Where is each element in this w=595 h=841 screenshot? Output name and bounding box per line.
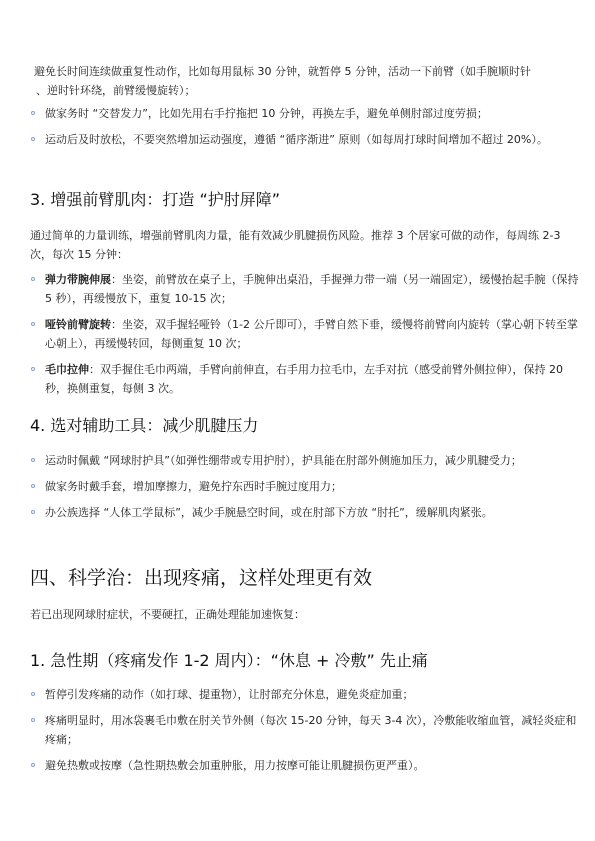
section-4 xyxy=(30,415,581,437)
bullet-icon xyxy=(31,458,35,462)
intro-line-2: 、逆时针环绕，前臂缓慢旋转）； xyxy=(36,84,196,97)
bullet-icon xyxy=(31,763,35,767)
tips-list xyxy=(30,104,581,149)
acute-list xyxy=(30,685,581,775)
section-acute xyxy=(30,650,581,672)
list-item: 做家务时戴手套，增加摩擦力，避免拧东西时手腕过度用力； xyxy=(30,477,581,496)
list-item: 做家务时 “交替发力”，比如先用右手拧拖把 10 分钟，再换左手，避免单侧肘部过度劳损； xyxy=(30,104,581,123)
bullet-icon xyxy=(31,367,35,371)
part-4-intro xyxy=(30,605,581,624)
list-item: 运动时佩戴 “网球肘护具”（如弹性绷带或专用护肘），护具能在肘部外侧施加压力，减少肌腱受力； xyxy=(30,451,581,470)
section-3 xyxy=(30,189,581,211)
section-intro: 若已出现网球肘症状，不要硬扛，正确处理能加速恢复： xyxy=(30,608,305,621)
list-item: 办公族选择 “人体工学鼠标”，减少手腕悬空时间，或在肘部下方放 “肘托”，缓解肌肉紧张。 xyxy=(30,503,581,522)
list-item: 毛巾拉伸：双手握住毛巾两端，手臂向前伸直，右手用力拉毛巾，左手对抗（感受前臂外侧拉伸），保持 20 秒，换侧重复，每侧 3 次。 xyxy=(30,360,581,398)
intro-line-1: 避免长时间连续做重复性动作，比如每用鼠标 30 分钟，就暂停 5 分钟，活动一下前臂（如手腕顺时针 xyxy=(34,65,531,78)
major-heading: 四、科学治：出现疼痛，这样处理更有效 xyxy=(30,567,373,589)
part-4 xyxy=(30,565,581,591)
list-item: 运动后及时放松，不要突然增加运动强度，遵循 “循序渐进” 原则（如每周打球时间增加不超过 20%）。 xyxy=(30,130,581,149)
section-heading: 4. 选对辅助工具：减少肌腱压力 xyxy=(30,416,259,435)
intro-paragraph xyxy=(34,62,581,100)
section-heading: 1. 急性期（疼痛发作 1-2 周内）：“休息 + 冷敷” 先止痛 xyxy=(30,651,428,670)
list-item: 哑铃前臂旋转：坐姿，双手握轻哑铃（1-2 公斤即可），手臂自然下垂，缓慢将前臂向内旋转（掌心朝下转至掌心朝上），再缓慢转回，每侧重复 10 次； xyxy=(30,315,581,353)
exercise-list xyxy=(30,270,581,398)
bullet-icon xyxy=(31,277,35,281)
list-item: 弹力带腕伸展：坐姿，前臂放在桌子上，手腕伸出桌沿，手握弹力带一端（另一端固定），缓慢抬起手腕（保持 5 秒），再缓慢放下，重复 10-15 次； xyxy=(30,270,581,308)
section-heading: 3. 增强前臂肌肉：打造 “护肘屏障” xyxy=(30,190,281,209)
bullet-icon xyxy=(31,692,35,696)
tools-list xyxy=(30,451,581,522)
bullet-icon xyxy=(31,111,35,115)
section-intro: 通过简单的力量训练，增强前臂肌肉力量，能有效减少肌腱损伤风险。推荐 3 个居家可做的动作，每周练 2-3 次，每次 15 分钟： xyxy=(30,229,561,261)
bullet-icon xyxy=(31,510,35,514)
list-item: 避免热敷或按摩（急性期热敷会加重肿胀，用力按摩可能让肌腱损伤更严重）。 xyxy=(30,756,581,775)
section-3-intro xyxy=(30,226,581,264)
bullet-icon xyxy=(31,322,35,326)
bullet-icon xyxy=(31,137,35,141)
item-term: 毛巾拉伸 xyxy=(45,363,89,376)
item-term: 哑铃前臂旋转 xyxy=(45,318,111,331)
bullet-icon xyxy=(31,718,35,722)
bullet-icon xyxy=(31,484,35,488)
list-item: 疼痛明显时，用冰袋裹毛巾敷在肘关节外侧（每次 15-20 分钟，每天 3-4 次），冷敷能收缩血管，减轻炎症和疼痛； xyxy=(30,711,581,749)
item-term: 弹力带腕伸展 xyxy=(45,273,111,286)
list-item: 暂停引发疼痛的动作（如打球、提重物），让肘部充分休息，避免炎症加重； xyxy=(30,685,581,704)
